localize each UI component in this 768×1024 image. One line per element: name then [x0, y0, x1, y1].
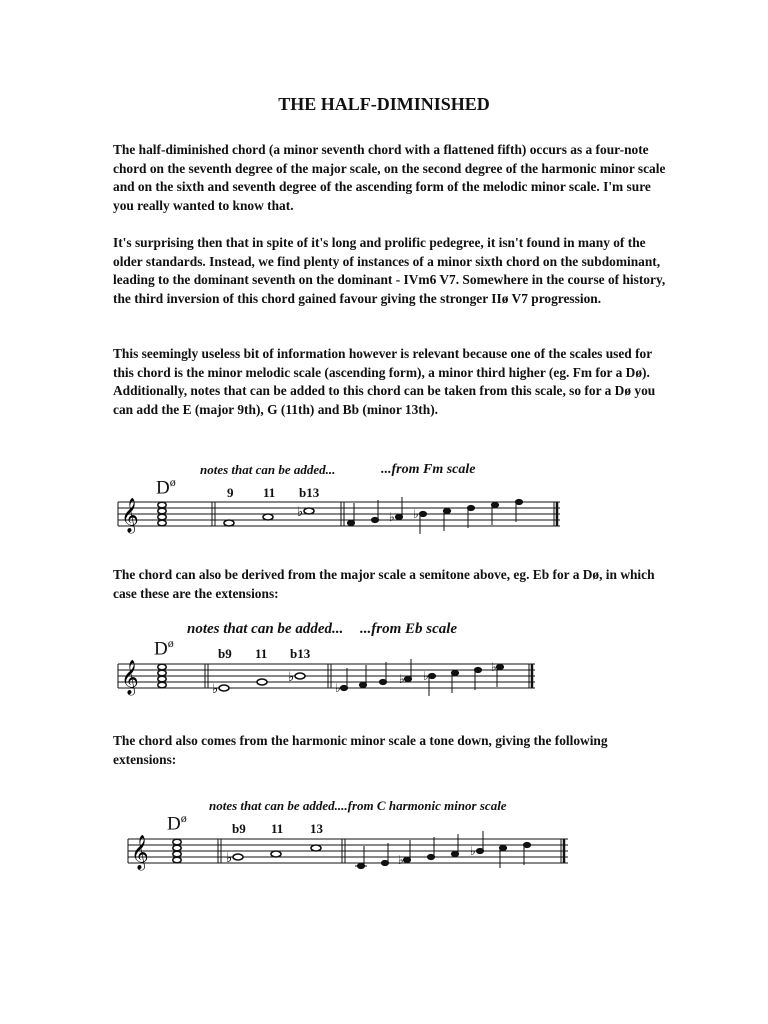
svg-text:♭: ♭ [212, 682, 219, 697]
example-3-extension-3: 13 [310, 821, 323, 836]
svg-text:♭: ♭ [399, 672, 405, 686]
svg-text:♭: ♭ [389, 510, 395, 524]
example-1-caption-right: ...from Fm scale [381, 462, 476, 477]
example-3-extension-1: b9 [232, 821, 246, 836]
treble-clef-icon: 𝄞 [121, 660, 139, 695]
paragraph-5: The chord also comes from the harmonic minor scale a tone down, giving the following extensions: [113, 733, 608, 767]
example-2-caption-right: ...from Eb scale [360, 621, 458, 637]
paragraph-3: This seemingly useless bit of information however is relevant because one of the scales used for this chord is the minor melodic scale (ascending form), a minor third higher (eg. Fm for a Dø). Additionally, notes that can be added to this chord can be taken from this scale, so for a Dø you can add the E (major 9th), G (11th) and Bb (minor 13th). [113, 346, 656, 417]
example-1-extension-3: b13 [299, 485, 320, 500]
svg-text:♭: ♭ [470, 844, 476, 858]
svg-text:♭: ♭ [491, 660, 497, 674]
flat-icon: ♭ [297, 505, 304, 520]
example-2-extension-1: b9 [218, 646, 232, 661]
svg-text:♭: ♭ [413, 507, 419, 521]
paragraph-2: It's surprising then that in spite of it's long and prolific pedegree, it isn't found in many of the older standards. Instead, we find plenty of instances of a minor sixth chord on the subdominant, leading to the dominant seventh on the dominant - IVm6 V7. Somewhere in the course of history, the third inversion of this chord gained favour giving the stronger IIø V7 progression. [113, 235, 666, 306]
example-1-extension-1: 9 [227, 485, 234, 500]
example-2-extension-2: 11 [255, 646, 268, 661]
svg-text:♭: ♭ [398, 853, 404, 867]
example-2-extension-3: b13 [290, 646, 311, 661]
example-1-chord-symbol: $D^ø$ [156, 475, 176, 499]
paragraph-1: The half-diminished chord (a minor seventh chord with a flattened fifth) occurs as a four-note chord on the seventh degree of the major scale, on the second degree of the harmonic minor scale and on the sixth and seventh degree of the ascending form of the melodic minor scale. I'm sure you really wanted to know that. [113, 142, 666, 213]
svg-text:♭: ♭ [288, 670, 295, 685]
example-1-extension-2: 11 [263, 485, 276, 500]
page-title: THE HALF-DIMINISHED [278, 94, 490, 114]
example-2-caption-left: notes that can be added... [187, 621, 344, 637]
svg-text:♭: ♭ [423, 669, 429, 683]
example-1-caption-left: notes that can be added... [200, 462, 336, 477]
treble-clef-icon: 𝄞 [131, 835, 149, 870]
example-3-extension-2: 11 [271, 821, 284, 836]
treble-clef-icon: 𝄞 [121, 498, 139, 533]
example-3-chord-symbol: $D^ø$ [167, 811, 187, 835]
paragraph-4: The chord can also be derived from the major scale a semitone above, eg. Eb for a Dø, in which case these are the extensions: [113, 567, 655, 601]
example-3-caption: notes that can be added....from C harmonic minor scale [209, 798, 507, 813]
example-2-chord-symbol: $D^ø$ [154, 636, 174, 660]
svg-text:♭: ♭ [226, 851, 233, 866]
svg-text:♭: ♭ [335, 681, 341, 695]
